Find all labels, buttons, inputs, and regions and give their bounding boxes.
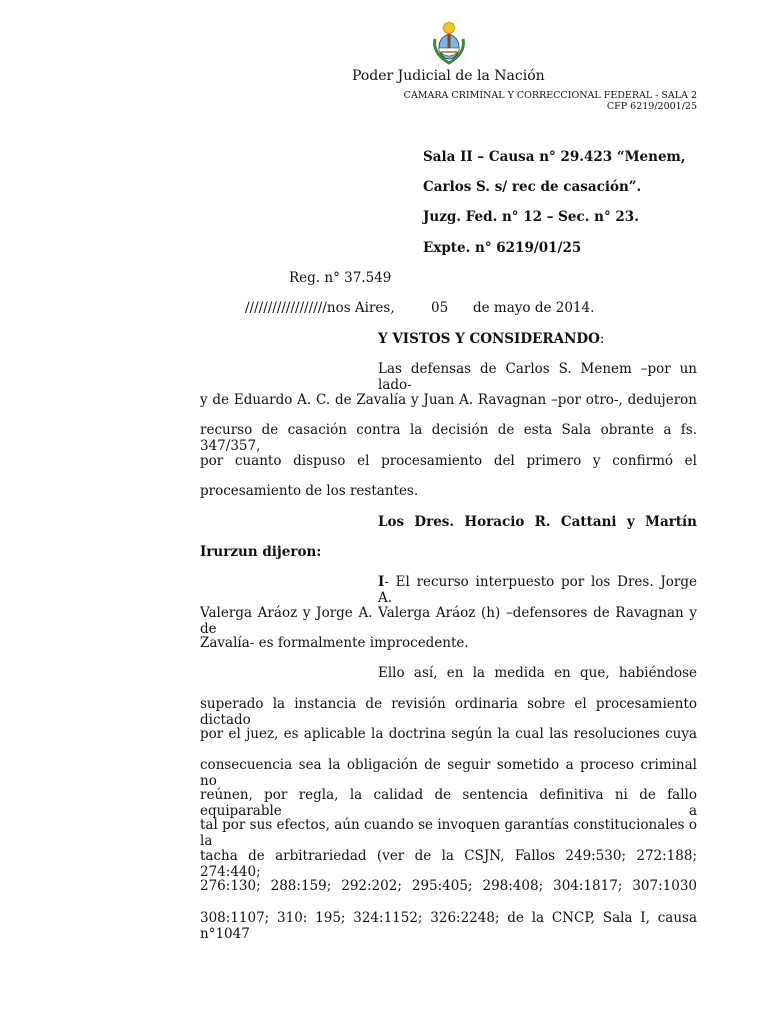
- body-line-4: por cuanto dispuso el procesamiento del primero y confirmó el: [200, 453, 697, 469]
- body-line-10: Zavalía- es formalmente improcedente.: [200, 635, 469, 651]
- body-line-14: consecuencia sea la obligación de seguir sometido a proceso criminal no: [200, 757, 697, 789]
- body-line-8-text: - El recurso interpuesto por los Dres. Jorge A.: [378, 574, 697, 606]
- body-line-9: Valerga Aráoz y Jorge A. Valerga Aráoz (h) –defensores de Ravagnan y de: [200, 605, 697, 637]
- body-line-17: tacha de arbitrariedad (ver de la CSJN, Fallos 249:530; 272:188; 274:440;: [200, 848, 697, 880]
- case-line-1: Sala II – Causa n° 29.423 “Menem,: [423, 149, 686, 165]
- judges-line-2: Irurzun dijeron:: [200, 544, 322, 560]
- body-line-18: 276:130; 288:159; 292:202; 295:405; 298:408; 304:1817; 307:1030: [200, 878, 697, 894]
- file-code: CFP 6219/2001/25: [606, 101, 697, 112]
- case-line-2: Carlos S. s/ rec de casación”.: [423, 179, 642, 195]
- section-heading-colon: :: [599, 331, 605, 347]
- court-title: Poder Judicial de la Nación: [352, 68, 545, 84]
- registry-number: Reg. n° 37.549: [289, 270, 392, 286]
- body-line-5: procesamiento de los restantes.: [200, 483, 419, 499]
- judges-line: Los Dres. Horacio R. Cattani y Martín: [378, 514, 697, 530]
- section-heading-text: Y VISTOS Y CONSIDERANDO: [378, 331, 600, 347]
- date-rest: de mayo de 2014.: [473, 300, 595, 316]
- body-line-3: recurso de casación contra la decisión de esta Sala obrante a fs. 347/357,: [200, 422, 697, 454]
- section-heading: [378, 331, 604, 347]
- case-line-4: Expte. n° 6219/01/25: [423, 240, 582, 256]
- court-name: CAMARA CRIMINAL Y CORRECCIONAL FEDERAL - SALA 2: [403, 90, 697, 101]
- body-line-15: reúnen, por regla, la calidad de sentencia definitiva ni de fallo equiparable a: [200, 787, 697, 819]
- date-place: //////////////////nos Aires,: [245, 300, 395, 316]
- body-line-12: superado la instancia de revisión ordinaria sobre el procesamiento dictado: [200, 696, 697, 728]
- section-numeral: I: [378, 574, 385, 590]
- date-day: 05: [431, 300, 449, 316]
- body-line-16: tal por sus efectos, aún cuando se invoquen garantías constitucionales o la: [200, 817, 697, 849]
- body-line-19: 308:1107; 310: 195; 324:1152; 326:2248; de la CNCP, Sala I, causa n°1047: [200, 910, 697, 942]
- body-line-13: por el juez, es aplicable la doctrina según la cual las resoluciones cuya: [200, 726, 697, 742]
- court-subtitle: [404, 90, 697, 112]
- body-line-11: Ello así, en la medida en que, habiéndose: [378, 665, 697, 681]
- body-line-1: Las defensas de Carlos S. Menem –por un lado-: [378, 361, 697, 393]
- case-line-3: Juzg. Fed. n° 12 – Sec. n° 23.: [423, 209, 639, 225]
- body-line-8: [378, 574, 697, 606]
- coat-of-arms-icon: [430, 21, 468, 65]
- body-line-2: y de Eduardo A. C. de Zavalía y Juan A. Ravagnan –por otro-, dedujeron: [200, 392, 697, 408]
